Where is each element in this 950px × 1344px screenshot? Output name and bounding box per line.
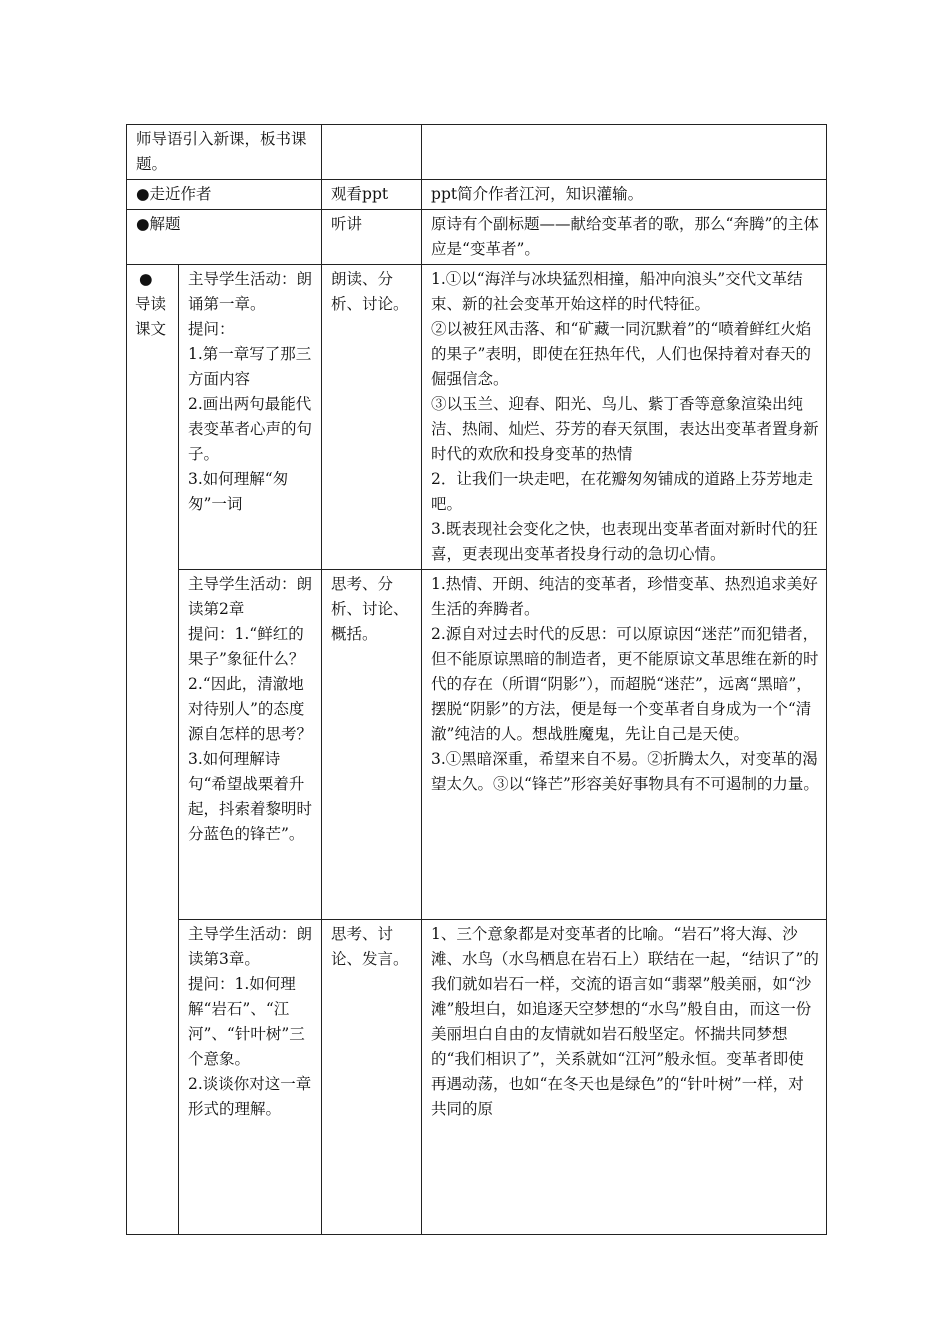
ch1-answers-cell <box>422 265 827 570</box>
ch1-question-line: 1.第一章写了那三方面内容 <box>188 345 312 388</box>
ch3-question-line: 主导学生活动：朗读第3章。 <box>188 925 313 968</box>
ch1-answer-line: 2．让我们一块走吧，在花瓣匆匆铺成的道路上芬芳地走吧。 <box>431 470 813 513</box>
ch1-answer-line: 1.①以“海洋与冰块猛烈相撞，船冲向浪头”交代文革结束、新的社会变革开始这样的时代特征。 <box>431 270 803 313</box>
ch2-activity-cell: 思考、分析、讨论、概括。 <box>322 570 422 920</box>
table-row-chapter-3 <box>127 920 827 1235</box>
ch3-answer-cell: 1、三个意象都是对变革者的比喻。“岩石”将大海、沙滩、水鸟（水鸟栖息在岩石上）联结在一起，“结识了”的我们就如岩石一样，交流的语言如“翡翠”般美丽，如“沙滩”般坦白，如追逐天空梦想的“水鸟”般自由，而这一份美丽坦白自由的友情就如岩石般坚定。怀揣共同梦想的“我们相识了”，关系就如“江河”般永恒。变革者即使再遇动荡，也如“在冬天也是绿色”的“针叶树”一样，对共同的原 <box>422 920 827 1235</box>
ch1-answer-line: ③以玉兰、迎春、阳光、鸟儿、紫丁香等意象渲染出纯洁、热闹、灿烂、芬芳的春天氛围，表达出变革者置身新时代的欢欣和投身变革的热情 <box>431 395 819 463</box>
ch1-answer-line: ②以被狂风击落、和“矿藏一同沉默着”的“喷着鲜红火焰的果子”表明，即使在狂热年代，人们也保持着对春天的倔强信念。 <box>431 320 812 388</box>
author-step-cell: ●走近作者 <box>127 180 322 210</box>
lesson-plan-table <box>126 124 827 1235</box>
table-row-chapter-1 <box>127 265 827 570</box>
ch2-question-line: 提问：1.“鲜红的果子”象征什么？ <box>188 625 305 668</box>
ch2-questions-cell <box>179 570 322 920</box>
ch1-questions-cell <box>179 265 322 570</box>
bullet-icon: ● <box>139 270 153 288</box>
ch3-questions-cell <box>179 920 322 1235</box>
author-content-cell: ppt简介作者江河，知识灌输。 <box>422 180 827 210</box>
ch2-answers-cell <box>422 570 827 920</box>
title-step-cell: ●解题 <box>127 210 322 265</box>
ch2-answer-line: 3.①黑暗深重，希望来自不易。②折腾太久，对变革的渴望太久。③以“锋芒”形容美好事物具有不可遏制的力量。 <box>431 750 819 793</box>
reading-label: 导读课文 <box>135 295 167 338</box>
table-row-intro <box>127 125 827 180</box>
intro-content-cell <box>422 125 827 180</box>
reading-label-cell <box>127 265 179 1235</box>
ch1-question-line: 提问： <box>188 320 235 338</box>
table-row-chapter-2 <box>127 570 827 920</box>
ch1-question-line: 2.画出两句最能代表变革者心声的句子。 <box>188 395 313 463</box>
ch1-question-line: 3.如何理解“匆匆”一词 <box>188 470 289 513</box>
ch2-question-line: 3.如何理解诗句“希望战栗着升起，抖索着黎明时分蓝色的锋芒”。 <box>188 750 313 843</box>
title-content-cell: 原诗有个副标题——献给变革者的歌，那么“奔腾”的主体应是“变革者”。 <box>422 210 827 265</box>
title-activity-cell: 听讲 <box>322 210 422 265</box>
ch2-question-line: 2.“因此，清澈地对待别人”的态度源自怎样的思考？ <box>188 675 313 743</box>
ch3-activity-cell: 思考、讨论、发言。 <box>322 920 422 1235</box>
ch1-answer-line: 3.既表现社会变化之快，也表现出变革者面对新时代的狂喜，更表现出变革者投身行动的急切心情。 <box>431 520 818 563</box>
table-row-author <box>127 180 827 210</box>
intro-activity-cell <box>322 125 422 180</box>
ch2-question-line: 主导学生活动：朗读第2章 <box>188 575 313 618</box>
ch2-answer-line: 2.源自对过去时代的反思：可以原谅因“迷茫”而犯错者，但不能原谅黑暗的制造者，更不能原谅文革思维在新的时代的存在（所谓“阴影”），而超脱“迷茫”，远离“黑暗”，摆脱“阴影”的方法，便是每一个变革者自身成为一个“清澈”纯洁的人。想战胜魔鬼，先让自己是天使。 <box>431 625 819 743</box>
ch3-question-line: 2.谈谈你对这一章形式的理解。 <box>188 1075 312 1118</box>
ch1-activity-cell: 朗读、分析、讨论。 <box>322 265 422 570</box>
table-row-title <box>127 210 827 265</box>
ch3-question-line: 提问：1.如何理解“岩石”、“江河”、“针叶树”三个意象。 <box>188 975 305 1068</box>
ch2-answer-line: 1.热情、开朗、纯洁的变革者，珍惜变革、热烈追求美好生活的奔腾者。 <box>431 575 818 618</box>
author-activity-cell: 观看ppt <box>322 180 422 210</box>
intro-step-cell: 师导语引入新课，板书课题。 <box>127 125 322 180</box>
ch1-question-line: 主导学生活动：朗诵第一章。 <box>188 270 313 313</box>
